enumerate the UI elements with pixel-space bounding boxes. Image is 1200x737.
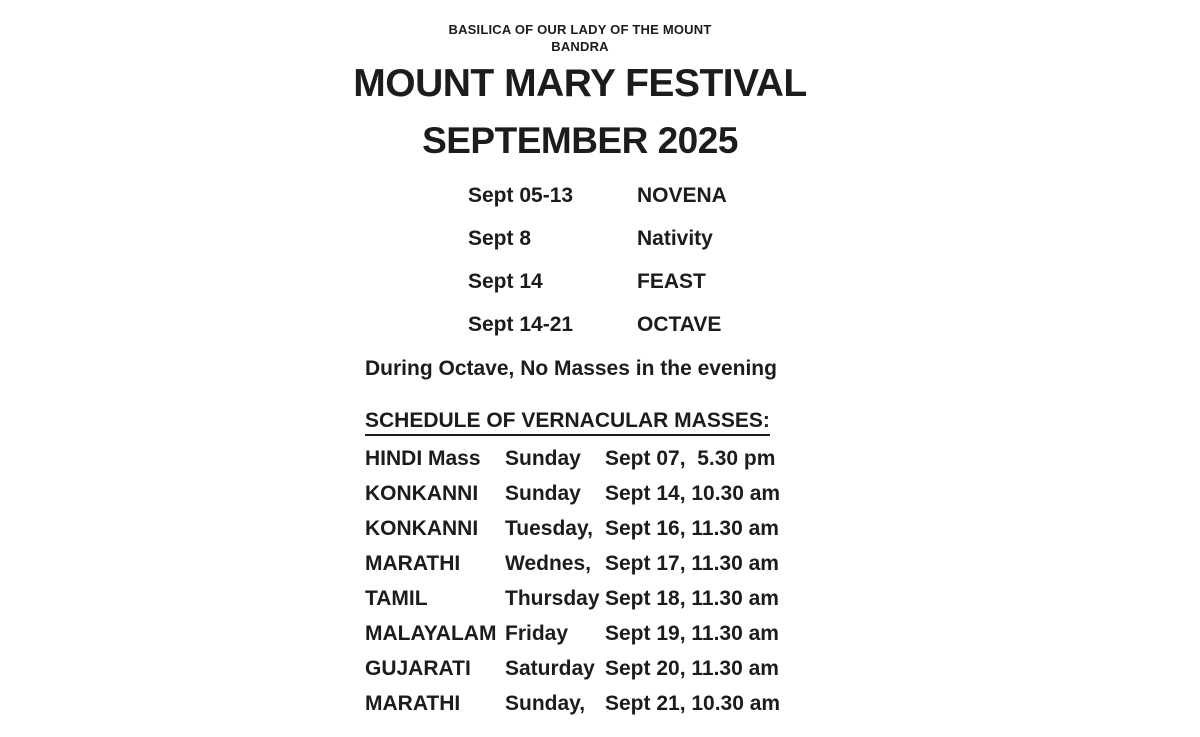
mass-day: Saturday xyxy=(505,657,595,680)
mass-day: Sunday xyxy=(505,447,581,470)
key-date-row xyxy=(468,228,1160,250)
mass-row xyxy=(365,588,1160,610)
mass-language: KONKANNI xyxy=(365,482,479,505)
schedule-heading-wrap xyxy=(365,410,1160,436)
mass-day: Thursday xyxy=(505,587,600,610)
key-dates-table xyxy=(468,185,1160,336)
mass-datetime: Sept 14, 10.30 am xyxy=(605,482,781,505)
mass-row xyxy=(365,448,1160,470)
mass-language: HINDI Mass xyxy=(365,447,481,470)
document-header xyxy=(0,0,1160,159)
mass-day: Sunday xyxy=(505,482,581,505)
key-date-event: FEAST xyxy=(637,270,706,293)
key-date-range: Sept 14-21 xyxy=(468,313,574,336)
basilica-name: BASILICA OF OUR LADY OF THE MOUNT xyxy=(448,22,712,37)
mass-row xyxy=(365,553,1160,575)
mass-row xyxy=(365,623,1160,645)
mass-language: MARATHI xyxy=(365,552,461,575)
mass-language: GUJARATI xyxy=(365,657,471,680)
mass-day: Tuesday, xyxy=(505,517,593,540)
key-date-range: Sept 8 xyxy=(468,227,532,250)
mass-datetime: Sept 16, 11.30 am xyxy=(605,517,779,540)
key-date-event: OCTAVE xyxy=(637,313,722,336)
page-subtitle: SEPTEMBER 2025 xyxy=(422,120,738,161)
mass-datetime: Sept 21, 10.30 am xyxy=(605,692,781,715)
vernacular-mass-table xyxy=(365,448,1160,715)
mass-language: KONKANNI xyxy=(365,517,479,540)
mass-datetime: Sept 19, 11.30 am xyxy=(605,622,779,645)
schedule-heading: SCHEDULE OF VERNACULAR MASSES: xyxy=(365,410,770,436)
mass-language: MARATHI xyxy=(365,692,461,715)
key-date-event: NOVENA xyxy=(637,184,727,207)
octave-note: During Octave, No Masses in the evening xyxy=(365,357,777,380)
mass-language: TAMIL xyxy=(365,587,428,610)
key-date-event: Nativity xyxy=(637,227,713,250)
key-date-range: Sept 05-13 xyxy=(468,184,574,207)
mass-datetime: Sept 18, 11.30 am xyxy=(605,587,779,610)
mass-datetime: Sept 17, 11.30 am xyxy=(605,552,779,575)
mass-datetime: Sept 07, 5.30 pm xyxy=(605,447,776,470)
key-date-row xyxy=(468,185,1160,207)
key-date-row xyxy=(468,271,1160,293)
mass-row xyxy=(365,483,1160,505)
key-date-row xyxy=(468,314,1160,336)
mass-row xyxy=(365,693,1160,715)
mass-datetime: Sept 20, 11.30 am xyxy=(605,657,779,680)
page-title: MOUNT MARY FESTIVAL xyxy=(353,62,807,105)
mass-day: Sunday, xyxy=(505,692,586,715)
mass-row xyxy=(365,658,1160,680)
basilica-location: BANDRA xyxy=(551,39,609,54)
mass-language: MALAYALAM xyxy=(365,622,497,645)
mass-day: Wednes, xyxy=(505,552,591,575)
key-date-range: Sept 14 xyxy=(468,270,543,293)
mass-row xyxy=(365,518,1160,540)
mass-day: Friday xyxy=(505,622,569,645)
